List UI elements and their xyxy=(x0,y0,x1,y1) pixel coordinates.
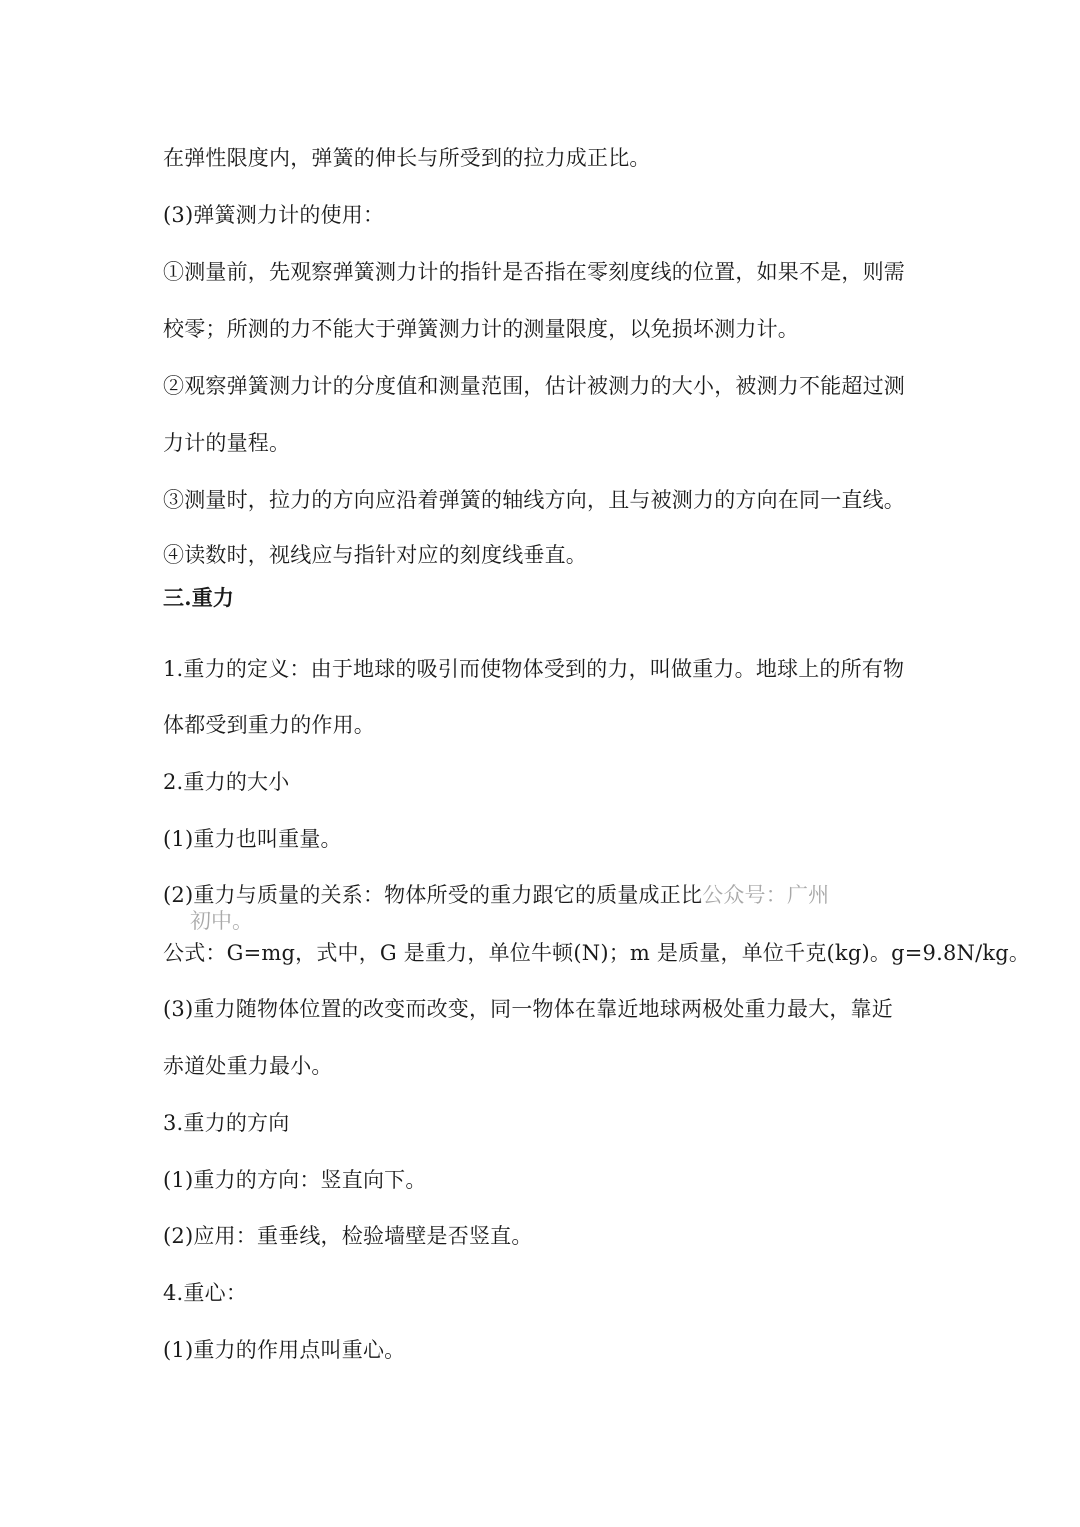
subheading-gravity-direction: 3.重力的方向 xyxy=(163,1111,290,1135)
text-line-spring-scale-usage: (3)弹簧测力计的使用： xyxy=(163,203,385,227)
text-line-elastic-limit: 在弹性限度内，弹簧的伸长与所受到的拉力成正比。 xyxy=(163,146,651,170)
text-line-direction-2: (2)应用：重垂线，检验墙壁是否竖直。 xyxy=(163,1224,533,1248)
section-heading-gravity: 三.重力 xyxy=(163,585,235,610)
gravity-mass-relation-text: (2)重力与质量的关系：物体所受的重力跟它的质量成正比 xyxy=(163,883,703,907)
text-line-gravity-size-1: (1)重力也叫重量。 xyxy=(163,827,342,851)
text-line-step4: ④读数时，视线应与指针对应的刻度线垂直。 xyxy=(163,543,587,567)
subheading-center-of-gravity: 4.重心： xyxy=(163,1281,248,1305)
text-line-step1-b: 校零；所测的力不能大于弹簧测力计的测量限度，以免损坏测力计。 xyxy=(163,317,799,341)
subheading-gravity-size: 2.重力的大小 xyxy=(163,770,290,794)
text-line-gravity-definition-b: 体都受到重力的作用。 xyxy=(163,713,375,737)
text-line-step2-a: ②观察弹簧测力计的分度值和测量范围，估计被测力的大小，被测力不能超过测 xyxy=(163,374,905,398)
text-line-gravity-definition-a: 1.重力的定义：由于地球的吸引而使物体受到的力，叫做重力。地球上的所有物 xyxy=(163,657,905,681)
text-line-step2-b: 力计的量程。 xyxy=(163,431,291,455)
watermark-text: 公众号：广州 xyxy=(702,883,830,907)
text-line-gravity-size-3-b: 赤道处重力最小。 xyxy=(163,1054,333,1078)
text-line-direction-1: (1)重力的方向：竖直向下。 xyxy=(163,1168,427,1192)
text-line-gravity-size-2 xyxy=(163,881,829,909)
text-line-step3: ③测量时，拉力的方向应沿着弹簧的轴线方向，且与被测力的方向在同一直线。 xyxy=(163,488,905,512)
text-line-center-of-gravity-1: (1)重力的作用点叫重心。 xyxy=(163,1338,406,1362)
text-line-gravity-size-3-a: (3)重力随物体位置的改变而改变，同一物体在靠近地球两极处重力最大，靠近 xyxy=(163,997,893,1021)
text-line-step1-a: ①测量前，先观察弹簧测力计的指针是否指在零刻度线的位置，如果不是，则需 xyxy=(163,260,905,284)
text-line-formula: 公式：G=mg，式中，G 是重力，单位牛顿(N)；m 是质量，单位千克(kg)。g=9.8N/kg。 xyxy=(163,941,1031,965)
watermark-text-continued: 初中。 xyxy=(190,909,253,933)
